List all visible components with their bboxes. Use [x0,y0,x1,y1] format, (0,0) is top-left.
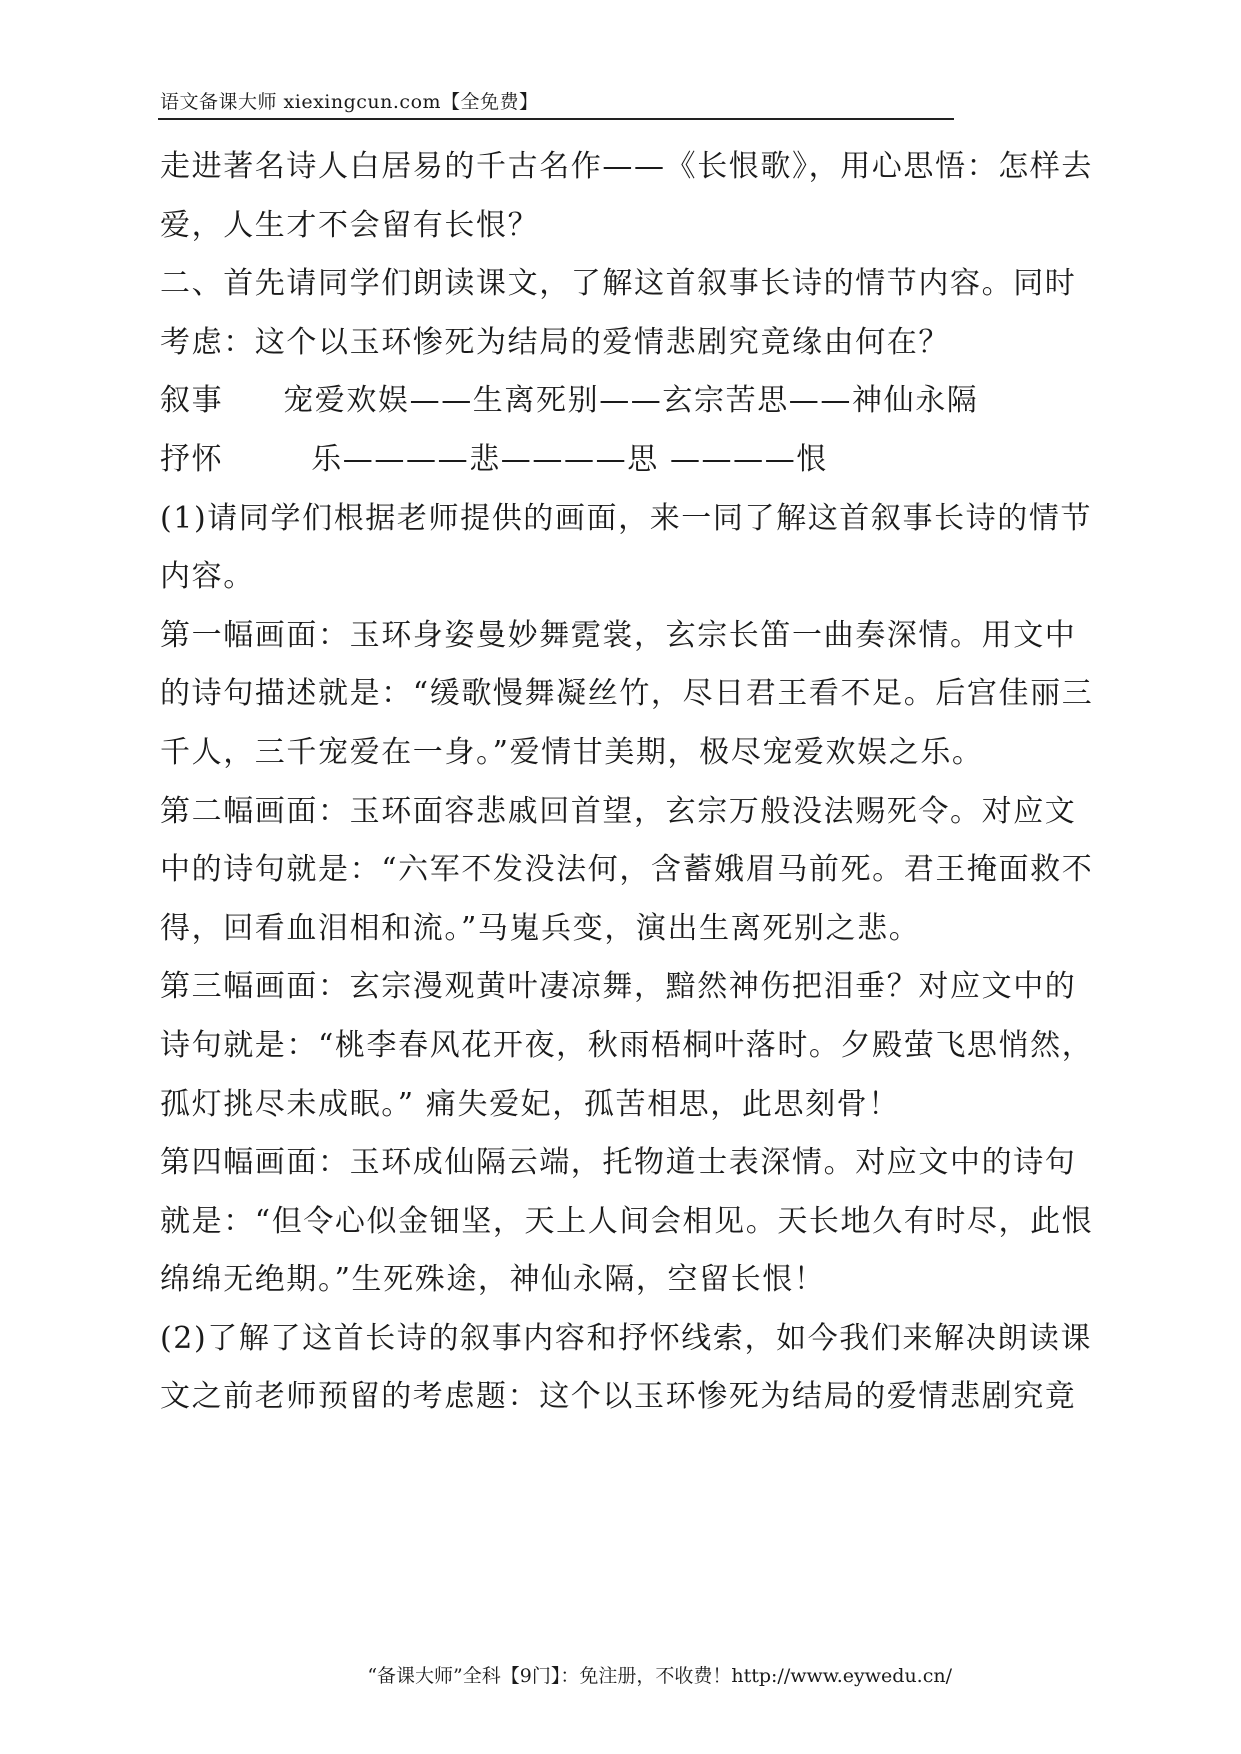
page-footer: “备课大师”全科【9门】：免注册，不收费！http://www.eywedu.cn/ [367,1665,952,1687]
body-line: (2)了解了这首长诗的叙事内容和抒怀线索，如今我们来解决朗读课 [160,1320,1093,1356]
narrative-text: 宠爱欢娱——生离死别——玄宗苦思——神仙永隔 [283,383,979,419]
narrative-row [160,377,979,436]
body-line: 文之前老师预留的考虑题：这个以玉环惨死为结局的爱情悲剧究竟 [160,1379,1077,1415]
body-line: 第四幅画面：玉环成仙隔云端，托物道士表深情。对应文中的诗句 [160,1145,1077,1181]
body-line: 内容。 [160,559,255,595]
body-line: 第一幅画面：玉环身姿曼妙舞霓裳，玄宗长笛一曲奏深情。用文中 [160,617,1077,653]
page-header: 语文备课大师 xiexingcun.com【全免费】 [160,91,539,113]
body-line: 诗句就是：“桃李春风花开夜，秋雨梧桐叶落时。夕殿萤飞思悄然， [160,1027,1094,1063]
body-line: 就是：“但令心似金钿坚，天上人间会相见。天长地久有时尽，此恨 [160,1203,1094,1239]
lyric-text: 乐————悲————思 ————恨 [311,441,828,477]
body-line: 二、首先请同学们朗读课文，了解这首叙事长诗的情节内容。同时 [160,266,1077,302]
body-line: 考虑：这个以玉环惨死为结局的爱情悲剧究竟缘由何在？ [160,324,950,360]
narrative-label: 叙事 [160,383,224,419]
body-line: 第二幅画面：玉环面容悲戚回首望，玄宗万般没法赐死令。对应文 [160,793,1077,829]
header-divider [158,118,954,120]
body-line: 第三幅画面：玄宗漫观黄叶凄凉舞，黯然神伤把泪垂？对应文中的 [160,969,1077,1005]
body-line: 的诗句描述就是：“缓歌慢舞凝丝竹，尽日君王看不足。后宫佳丽三 [160,676,1094,712]
body-line: 得，回看血泪相和流。”马嵬兵变，演出生离死别之悲。 [160,910,921,946]
body-line: 千人，三千宠爱在一身。”爱情甘美期，极尽宠爱欢娱之乐。 [160,734,984,770]
lyric-row [160,436,960,495]
body-line: 走进著名诗人白居易的千古名作——《长恨歌》，用心思悟：怎样去 [160,149,1093,184]
body-line: 孤灯挑尽未成眠。” 痛失爱妃，孤苦相思，此思刻骨！ [160,1086,900,1122]
body-line: (1)请同学们根据老师提供的画面，来一同了解这首叙事长诗的情节 [160,500,1093,536]
body-line: 爱，人生才不会留有长恨？ [160,207,540,243]
document-body [160,143,1094,1432]
body-line: 绵绵无绝期。”生死殊途，神仙永隔，空留长恨！ [160,1262,826,1298]
lyric-label: 抒怀 [160,441,224,477]
body-line: 中的诗句就是：“六军不发没法何，含蓄娥眉马前死。君王掩面救不 [160,852,1094,888]
